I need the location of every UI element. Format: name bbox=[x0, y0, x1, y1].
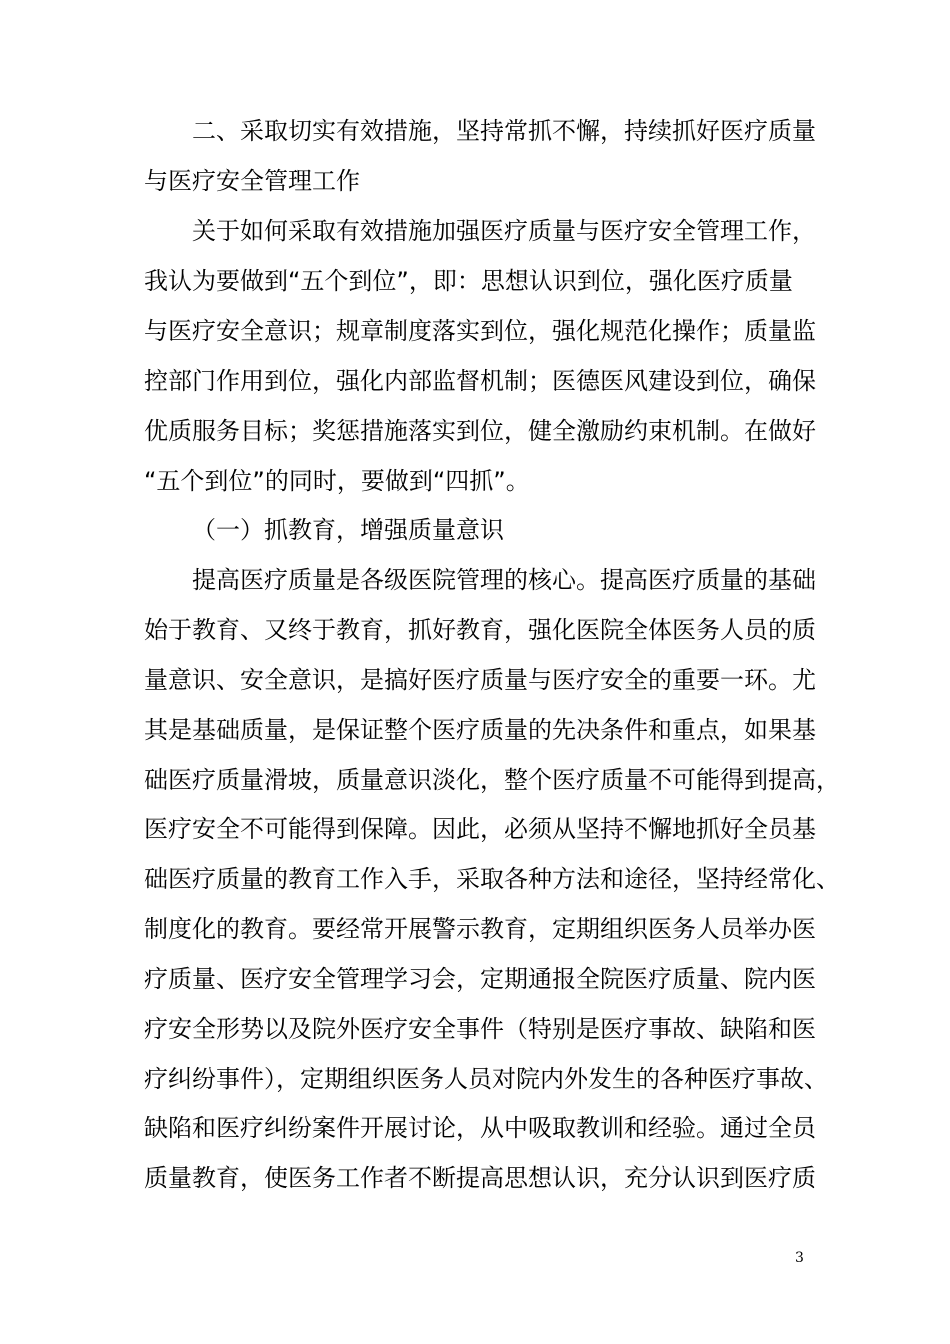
section-heading-line-2: 与医疗安全管理工作 bbox=[144, 167, 360, 195]
paragraph-line: 我认为要做到“五个到位”，即：思想认识到位，强化医疗质量 bbox=[144, 267, 793, 295]
paragraph-line: 疗质量、医疗安全管理学习会，定期通报全院医疗质量、院内医 bbox=[144, 965, 816, 993]
paragraph-line: 关于如何采取有效措施加强医疗质量与医疗安全管理工作， bbox=[192, 217, 816, 245]
paragraph-line: 量意识、安全意识，是搞好医疗质量与医疗安全的重要一环。尤 bbox=[144, 666, 816, 694]
paragraph-line: 始于教育、又终于教育，抓好教育，强化医院全体医务人员的质 bbox=[144, 616, 816, 644]
paragraph-line: 础医疗质量的教育工作入手，采取各种方法和途径，坚持经常化、 bbox=[144, 865, 840, 893]
page-number: 3 bbox=[795, 1250, 804, 1266]
paragraph-line: 缺陷和医疗纠纷案件开展讨论，从中吸取教训和经验。通过全员 bbox=[144, 1114, 816, 1142]
paragraph-line: 制度化的教育。要经常开展警示教育，定期组织医务人员举办医 bbox=[144, 915, 816, 943]
paragraph-line: 医疗安全不可能得到保障。因此，必须从坚持不懈地抓好全员基 bbox=[144, 815, 816, 843]
paragraph-line: 与医疗安全意识；规章制度落实到位，强化规范化操作；质量监 bbox=[144, 317, 816, 345]
paragraph-line: 提高医疗质量是各级医院管理的核心。提高医疗质量的基础 bbox=[192, 566, 816, 594]
subsection-heading: （一）抓教育，增强质量意识 bbox=[192, 516, 504, 544]
paragraph-line: 疗安全形势以及院外医疗安全事件（特别是医疗事故、缺陷和医 bbox=[144, 1015, 816, 1043]
paragraph-line: 质量教育，使医务工作者不断提高思想认识，充分认识到医疗质 bbox=[144, 1164, 816, 1192]
paragraph-line: 控部门作用到位，强化内部监督机制；医德医风建设到位，确保 bbox=[144, 367, 816, 395]
section-heading-line-1: 二、采取切实有效措施，坚持常抓不懈，持续抓好医疗质量 bbox=[192, 117, 816, 145]
paragraph-line: 疗纠纷事件），定期组织医务人员对院内外发生的各种医疗事故、 bbox=[144, 1065, 828, 1093]
paragraph-line: “五个到位”的同时，要做到“四抓”。 bbox=[144, 467, 530, 495]
paragraph-line: 础医疗质量滑坡，质量意识淡化，整个医疗质量不可能得到提高， bbox=[144, 766, 840, 794]
paragraph-line: 其是基础质量，是保证整个医疗质量的先决条件和重点，如果基 bbox=[144, 716, 816, 744]
paragraph-line: 优质服务目标；奖惩措施落实到位，健全激励约束机制。在做好 bbox=[144, 417, 816, 445]
